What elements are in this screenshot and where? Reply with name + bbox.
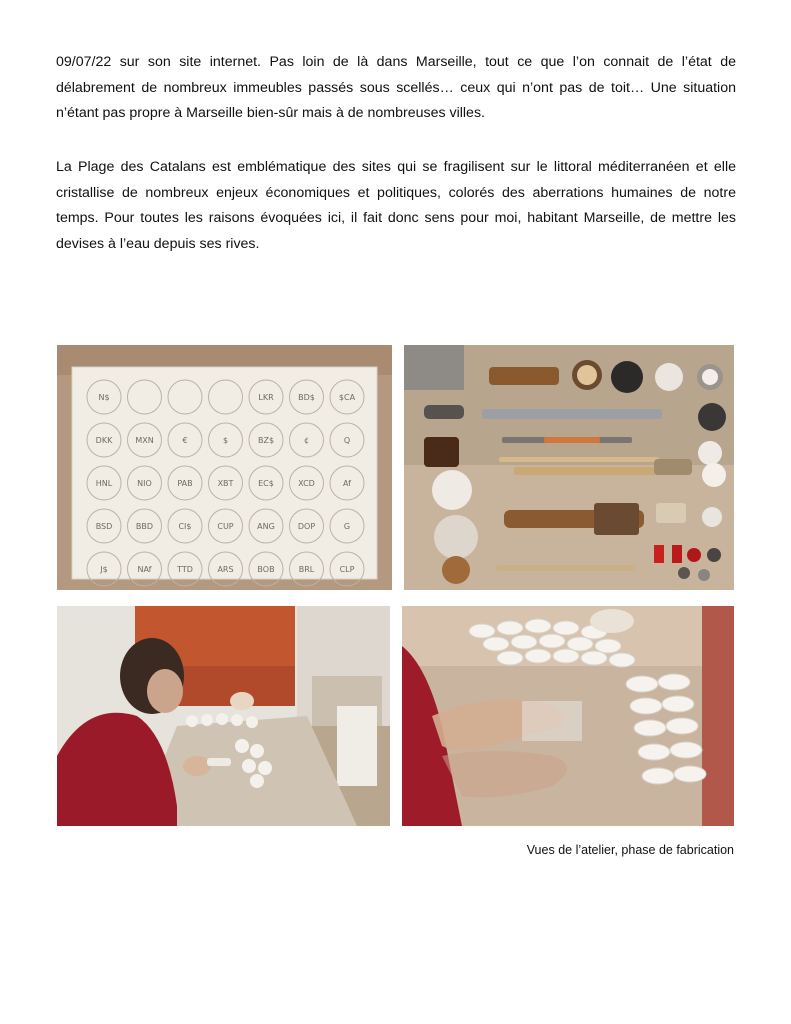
currency-label: CI$ (178, 522, 192, 531)
currency-label: LKR (258, 393, 274, 402)
currency-label: XCD (298, 479, 315, 488)
currency-label: ARS (217, 565, 234, 574)
paragraph-1: 09/07/22 sur son site internet. Pas loin de là dans Marseille, tout ce que l’on connait de l’état de délabrement de nombreux immeubles passés sous scellés… ceux qui n’ont pas de toit… Une situation n’étant pas propre à Marseille bien-sûr mais à de nombreuses villes. (56, 54, 736, 121)
currency-label: PAB (177, 479, 193, 488)
currency-label: ¢ (303, 436, 310, 445)
currency-label: DOP (297, 522, 316, 531)
currency-board-photo (57, 345, 392, 590)
paragraph-2: La Plage des Catalans est emblématique des sites qui se fragilisent sur le littoral méditerranéen et elle cristallise de nombreux enjeux économiques et politiques, colorés des aberrations humaines de notre temps. Pour toutes les raisons évoquées ici, il fait donc sens pour moi, habitant Marseille, de mettre les devises à l’eau depuis ses rives. (56, 159, 736, 252)
currency-label: $CA (338, 393, 356, 402)
currency-label: TTD (177, 565, 193, 574)
currency-label: BBD (135, 522, 154, 531)
currency-label: MXN (135, 436, 154, 445)
currency-label: Af (342, 479, 352, 488)
currency-label: BZ$ (257, 436, 275, 445)
currency-label: NIO (137, 479, 152, 488)
currency-label: CLP (339, 565, 355, 574)
tools-photo (404, 345, 734, 590)
photo-caption: Vues de l’atelier, phase de fabrication (526, 843, 734, 857)
currency-label: CUP (217, 522, 234, 531)
workshop-photo-artist (57, 606, 390, 826)
currency-label: € (182, 436, 188, 445)
currency-label: J$ (100, 565, 108, 574)
currency-label: Q (343, 436, 351, 445)
currency-label: N$ (98, 393, 110, 402)
currency-label: NAf (137, 565, 152, 574)
currency-label: BD$ (298, 393, 315, 402)
currency-label: BRL (298, 565, 315, 574)
currency-label: $ (222, 436, 229, 445)
workshop-photo-discs (402, 606, 734, 826)
currency-label: G (343, 522, 351, 531)
currency-label: BSD (95, 522, 113, 531)
currency-label: ANG (257, 522, 275, 531)
currency-label: DKK (95, 436, 113, 445)
currency-label: HNL (95, 479, 113, 488)
currency-label: XBT (217, 479, 234, 488)
currency-label: BOB (257, 565, 275, 574)
currency-label: EC$ (258, 479, 274, 488)
